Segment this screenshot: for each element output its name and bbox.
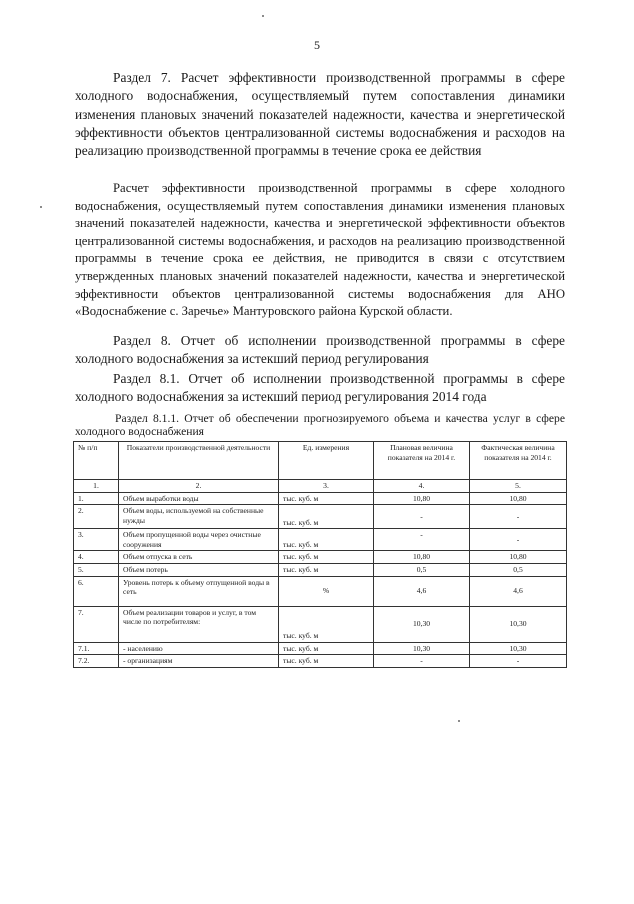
table-row — [74, 529, 567, 551]
row-name: Объем пропущенной воды через очистные сооружения — [119, 529, 279, 551]
table-header-row — [74, 442, 567, 480]
row-unit: тыс. куб. м — [279, 655, 374, 668]
row-num: 7. — [74, 606, 119, 642]
col-number: 3. — [279, 480, 374, 493]
table-row — [74, 642, 567, 655]
row-name: - населению — [119, 642, 279, 655]
row-num: 4. — [74, 551, 119, 564]
row-plan: - — [374, 505, 470, 529]
header-num: № п/п — [74, 442, 119, 480]
row-fact: 10,80 — [470, 551, 567, 564]
header-plan: Плановая величина показателя на 2014 г. — [374, 442, 470, 480]
row-plan: 4,6 — [374, 576, 470, 606]
row-unit: тыс. куб. м — [279, 529, 374, 551]
row-plan: 10,80 — [374, 492, 470, 505]
section-8-heading: Раздел 8. Отчет об исполнении производственной программы в сфере холодного водоснабжения за истекший период регулирования — [75, 333, 565, 367]
row-unit: тыс. куб. м — [279, 492, 374, 505]
scan-speck — [262, 15, 264, 17]
row-fact: 0,5 — [470, 563, 567, 576]
row-fact: 10,30 — [470, 642, 567, 655]
services-table — [73, 441, 567, 668]
section-8-1-heading: Раздел 8.1. Отчет об исполнении производственной программы в сфере холодного водоснабжения за истекший период регулирования 2014 года — [75, 371, 565, 405]
row-fact: 10,80 — [470, 492, 567, 505]
page-number: 5 — [314, 38, 320, 52]
header-name: Показатели производственной деятельности — [119, 442, 279, 480]
table-row — [74, 655, 567, 668]
row-fact: - — [470, 655, 567, 668]
table-row — [74, 551, 567, 564]
row-unit: тыс. куб. м — [279, 606, 374, 642]
row-num: 2. — [74, 505, 119, 529]
row-num: 5. — [74, 563, 119, 576]
table-column-numbers-row — [74, 480, 567, 493]
row-plan: 0,5 — [374, 563, 470, 576]
row-plan: - — [374, 529, 470, 551]
row-fact: 4,6 — [470, 576, 567, 606]
scan-speck — [40, 206, 42, 208]
section-8-1-1-heading: Раздел 8.1.1. Отчет об обеспечении прогнозируемого объема и качества услуг в сфере холодного водоснабжения — [75, 412, 565, 438]
row-plan: 10,30 — [374, 606, 470, 642]
table-row — [74, 505, 567, 529]
row-num: 7.1. — [74, 642, 119, 655]
row-unit: тыс. куб. м — [279, 642, 374, 655]
table-row — [74, 492, 567, 505]
table-row — [74, 606, 567, 642]
section-7-heading: Раздел 7. Расчет эффективности производственной программы в сфере холодного водоснабжения, осуществляемый путем сопоставления динамики изменения плановых значений показателей надежности, качества и энергетической эффективности объектов централизованной системы водоснабжения и расходов на реализацию производственной программы в течение срока ее действия — [75, 70, 565, 159]
row-plan: - — [374, 655, 470, 668]
col-number: 2. — [119, 480, 279, 493]
col-number: 1. — [74, 480, 119, 493]
row-name: Уровень потерь к объему отпущенной воды в сеть — [119, 576, 279, 606]
row-name: Объем потерь — [119, 563, 279, 576]
row-name: Объем выработки воды — [119, 492, 279, 505]
table-row — [74, 563, 567, 576]
col-number: 5. — [470, 480, 567, 493]
row-plan: 10,30 — [374, 642, 470, 655]
row-name: Объем реализации товаров и услуг, в том числе по потребителям: — [119, 606, 279, 642]
row-unit: тыс. куб. м — [279, 551, 374, 564]
col-number: 4. — [374, 480, 470, 493]
header-fact: Фактическая величина показателя на 2014 г. — [470, 442, 567, 480]
row-num: 1. — [74, 492, 119, 505]
row-unit: % — [279, 576, 374, 606]
header-unit: Ед. измерения — [279, 442, 374, 480]
row-num: 3. — [74, 529, 119, 551]
row-fact: 10,30 — [470, 606, 567, 642]
row-unit: тыс. куб. м — [279, 563, 374, 576]
row-name: - организациям — [119, 655, 279, 668]
row-name: Объем воды, используемой на собственные нужды — [119, 505, 279, 529]
row-fact: - — [470, 529, 567, 551]
table-row — [74, 576, 567, 606]
scan-speck — [458, 720, 460, 722]
row-plan: 10,80 — [374, 551, 470, 564]
row-num: 6. — [74, 576, 119, 606]
row-num: 7.2. — [74, 655, 119, 668]
row-name: Объем отпуска в сеть — [119, 551, 279, 564]
row-unit: тыс. куб. м — [279, 505, 374, 529]
row-fact: - — [470, 505, 567, 529]
section-7-body: Расчет эффективности производственной программы в сфере холодного водоснабжения, осуществляемый путем сопоставления динамики изменения плановых значений показателей надежности, качества и энергетической эффективности объектов централизованной системы водоснабжения, и расходов на реализацию производственной программы в течение срока ее действия, не приводится в связи с отсутствием утвержденных плановых значений показателей надежности, качества и энергетической эффективности объектов централизованной системы водоснабжения для АНО «Водоснабжение с. Заречье» Мантуровского района Курской области. — [75, 181, 565, 319]
